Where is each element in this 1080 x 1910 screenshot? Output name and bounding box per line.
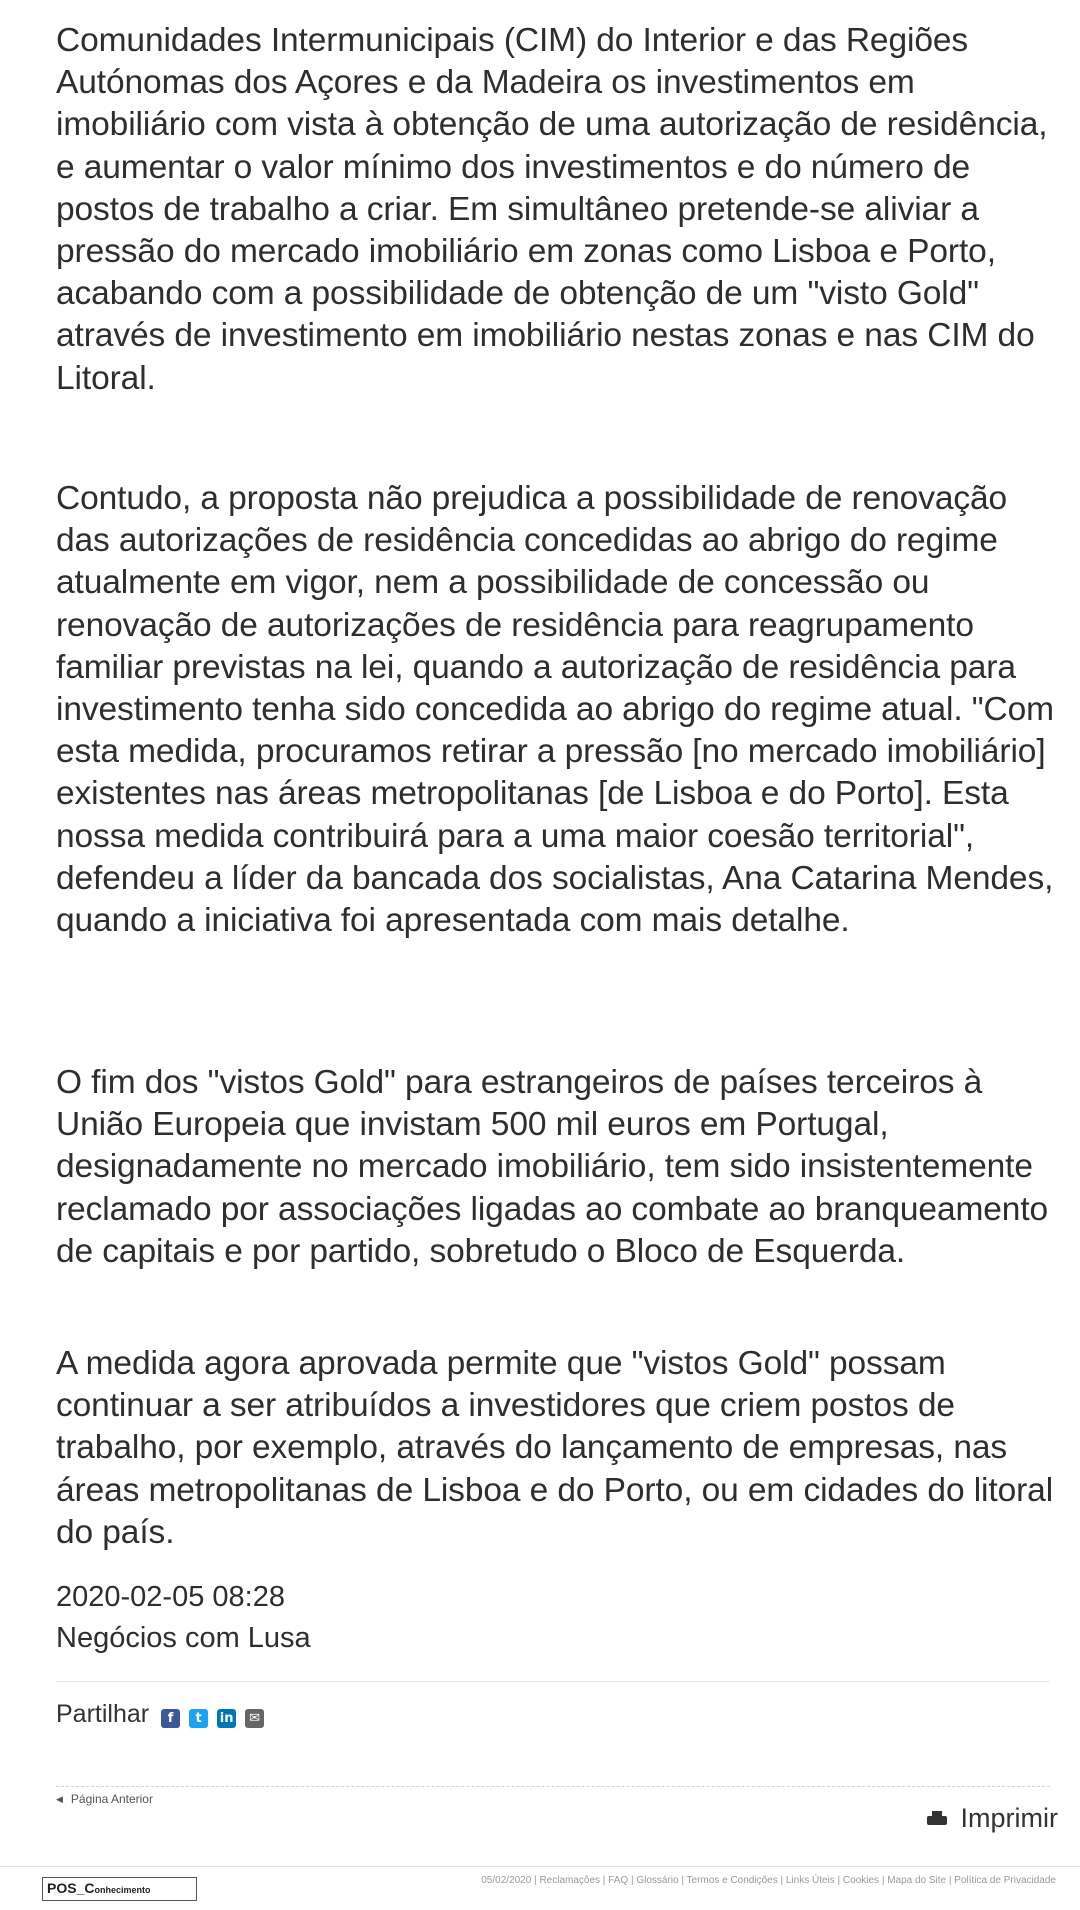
linkedin-icon[interactable]: in — [217, 1709, 236, 1728]
footer-links[interactable]: 05/02/2020 | Reclamações | FAQ | Glossário | Termos e Condições | Links Úteis | Cookies | Mapa do Site | Política de Privacidade — [481, 1875, 1056, 1886]
article-date: 2020-02-05 08:28 — [56, 1581, 285, 1613]
previous-page-label: Página Anterior — [70, 1792, 153, 1806]
print-label: Imprimir — [960, 1803, 1058, 1833]
divider-dashed — [56, 1786, 1050, 1787]
article-meta — [56, 1577, 311, 1659]
article-paragraph-1: Comunidades Intermunicipais (CIM) do Interior e das Regiões Autónomas dos Açores e da Madeira os investimentos em imobiliário com vista à obtenção de uma autorização de residência, e aumentar o valor mínimo dos investimentos e do número de postos de trabalho a criar. Em simultâneo pretende-se aliviar a pressão do mercado imobiliário em zonas como Lisboa e Porto, acabando com a possibilidade de obtenção de um "visto Gold" através de investimento em imobiliário nestas zonas e nas CIM do Litoral. — [56, 22, 1048, 397]
logo-rest: onhecimento — [94, 1885, 151, 1895]
share-bar — [56, 1700, 273, 1729]
twitter-icon[interactable]: t — [189, 1709, 208, 1728]
printer-icon — [927, 1811, 947, 1827]
article-paragraph-2: Contudo, a proposta não prejudica a possibilidade de renovação das autorizações de residência concedidas ao abrigo do regime atualmente em vigor, nem a possibilidade de concessão ou renovação de autorizações de residência para reagrupamento familiar previstas na lei, quando a autorização de residência para investimento tenha sido concedida ao abrigo do regime atual. "Com esta medida, procuramos retirar a pressão [no mercado imobiliário] existentes nas áreas metropolitanas [de Lisboa e do Porto]. Esta nossa medida contribuirá para a uma maior coesão territorial", defendeu a líder da bancada dos socialistas, Ana Catarina Mendes, quando a iniciativa foi apresentada com mais detalhe. — [56, 480, 1054, 940]
share-label: Partilhar — [56, 1700, 150, 1728]
print-button[interactable] — [927, 1803, 1058, 1834]
arrow-left-icon: ◀ — [56, 1793, 63, 1804]
facebook-icon[interactable]: f — [161, 1709, 180, 1728]
logo-main: POS_C — [47, 1880, 95, 1896]
footer-divider — [0, 1866, 1080, 1867]
article-paragraph-3: O fim dos "vistos Gold" para estrangeiros de países terceiros à União Europeia que invistam 500 mil euros em Portugal, designadamente no mercado imobiliário, tem sido insistentemente reclamado por associações ligadas ao combate ao branqueamento de capitais e por partido, sobretudo o Bloco de Esquerda. — [56, 1064, 1049, 1270]
article-paragraph-4: A medida agora aprovada permite que "vistos Gold" possam continuar a ser atribuídos a investidores que criem postos de trabalho, por exemplo, através do lançamento de empresas, nas áreas metropolitanas de Lisboa e do Porto, ou em cidades do litoral do país. — [56, 1345, 1054, 1551]
article-source: Negócios com Lusa — [56, 1622, 311, 1654]
previous-page-link[interactable] — [56, 1792, 153, 1806]
email-icon[interactable]: ✉ — [245, 1709, 264, 1728]
divider — [56, 1681, 1050, 1682]
site-logo[interactable] — [42, 1877, 197, 1901]
